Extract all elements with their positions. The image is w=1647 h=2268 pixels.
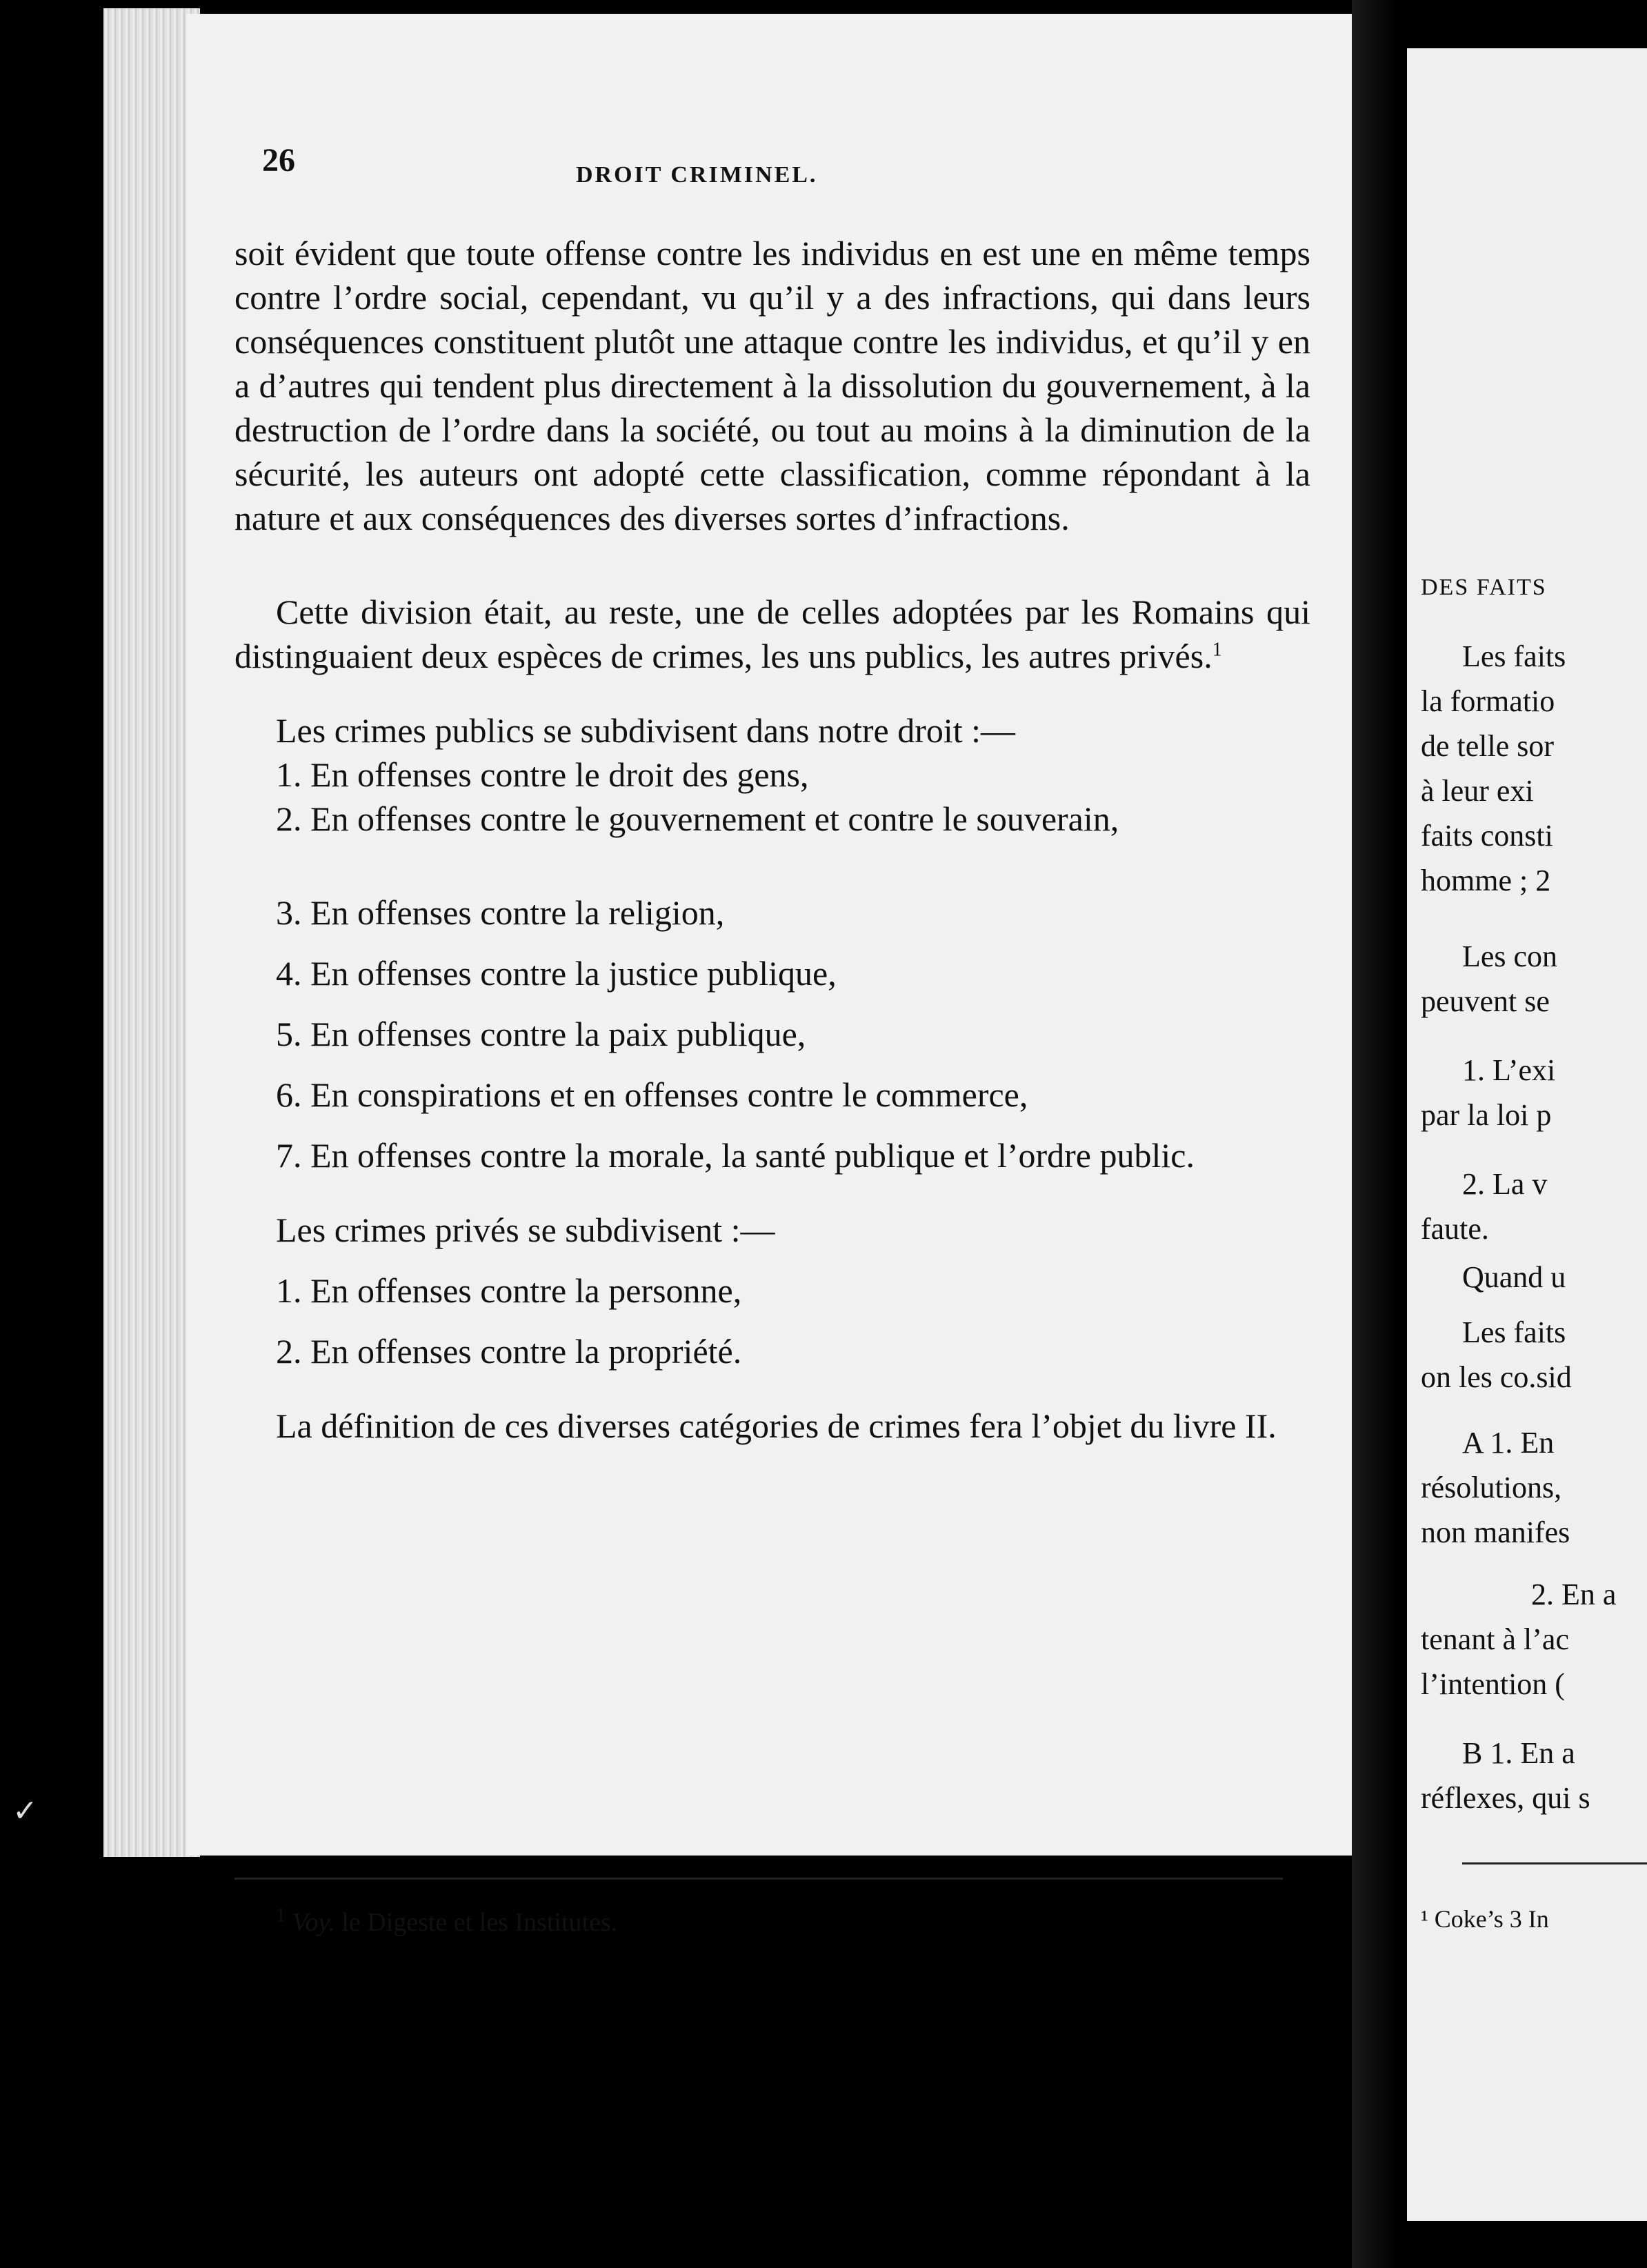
paragraph-continued: soit évident que toute offense contre les individus en est une en même temps contre l’ordre social, cependant, vu qu’il y a des infractions, qui dans leurs conséquences constituent plutôt une attaque contre les individus, et qu’il y en a d’autres qui tendent plus directement à la dissolution du gouvernement, à la destruction de l’ordre dans la société, ou tout au moins à la diminution de la sécurité, les auteurs ont adopté cette classification, comme répondant à la nature et aux conséquences des diverses sortes d’infractions. xyxy=(234,234,1310,537)
right-page-footnote: ¹ Coke’s 3 In xyxy=(1421,1905,1549,1933)
right-page-line: 2. En a xyxy=(1531,1578,1617,1611)
paragraph-final: La définition de ces diverses catégories de crimes fera l’objet du livre II. xyxy=(276,1406,1277,1445)
list-item: 5. En offenses contre la paix publique, xyxy=(276,1015,806,1053)
right-page-footnote-divider xyxy=(1462,1862,1647,1864)
right-page-line: de telle sor xyxy=(1421,729,1555,763)
public-crimes-intro: Les crimes publics se subdivisent dans notre droit :— xyxy=(276,711,1016,750)
right-page-line: par la loi p xyxy=(1421,1098,1552,1132)
list-item: 3. En offenses contre la religion, xyxy=(276,893,725,932)
right-page-line: Les faits xyxy=(1462,639,1566,673)
footnote-reference: 1 xyxy=(1212,639,1222,661)
running-title: DROIT CRIMINEL. xyxy=(576,162,818,188)
footnote xyxy=(276,1904,618,1938)
list-item: 6. En conspirations et en offenses contre le commerce, xyxy=(276,1075,1028,1114)
right-page-line: Les con xyxy=(1462,939,1558,973)
right-page-line: réflexes, qui s xyxy=(1421,1781,1590,1815)
right-page-line: résolutions, xyxy=(1421,1471,1562,1504)
list-item: 1. En offenses contre la personne, xyxy=(276,1271,742,1310)
book-page-edges xyxy=(103,8,200,1857)
footnote-abbrev: Voy. xyxy=(292,1908,335,1937)
paragraph-text: Cette division était, au reste, une de celles adoptées par les Romains qui distinguaient deux espèces de crimes, les uns publics, les autres privés. xyxy=(234,593,1310,675)
right-page-line: non manifes xyxy=(1421,1515,1570,1549)
right-page-running-title: DES FAITS xyxy=(1421,575,1547,600)
page-body xyxy=(234,231,1310,1448)
list-item: 2. En offenses contre le gouvernement et contre le souverain, xyxy=(276,799,1119,838)
private-crimes-intro: Les crimes privés se subdivisent :— xyxy=(276,1211,775,1249)
page-header xyxy=(262,141,1310,197)
right-page-line: A 1. En xyxy=(1462,1426,1555,1460)
page-number: 26 xyxy=(262,142,295,179)
list-item: 2. En offenses contre la propriété. xyxy=(276,1332,742,1371)
footnote-text: le Digeste et les Institutes. xyxy=(341,1908,618,1937)
right-page-line: à leur exi xyxy=(1421,774,1534,808)
list-item: 4. En offenses contre la justice publique, xyxy=(276,954,837,993)
right-page-line: 2. La v xyxy=(1462,1167,1548,1201)
paragraph-roman-division xyxy=(234,590,1310,678)
list-item: 7. En offenses contre la morale, la santé publique et l’ordre public. xyxy=(276,1136,1195,1175)
right-page-line: 1. L’exi xyxy=(1462,1053,1556,1087)
right-page-line: l’intention ( xyxy=(1421,1667,1565,1701)
right-page-line: on les co.sid xyxy=(1421,1360,1572,1394)
footnote-marker: 1 xyxy=(276,1904,286,1927)
right-page-line: faute. xyxy=(1421,1212,1489,1246)
right-page-line: la formatio xyxy=(1421,684,1555,718)
footnote-divider xyxy=(234,1878,1283,1880)
right-page-line: B 1. En a xyxy=(1462,1736,1575,1770)
right-page-line: homme ; 2 xyxy=(1421,864,1551,897)
right-page-line: faits consti xyxy=(1421,819,1553,853)
right-page-line: Quand u xyxy=(1462,1260,1566,1294)
scan-mark-icon: ✓ xyxy=(12,1794,38,1828)
list-item: 1. En offenses contre le droit des gens, xyxy=(276,755,809,794)
right-page-line: Les faits xyxy=(1462,1315,1566,1349)
right-page-line: peuvent se xyxy=(1421,984,1550,1018)
right-page-line: tenant à l’ac xyxy=(1421,1622,1569,1656)
